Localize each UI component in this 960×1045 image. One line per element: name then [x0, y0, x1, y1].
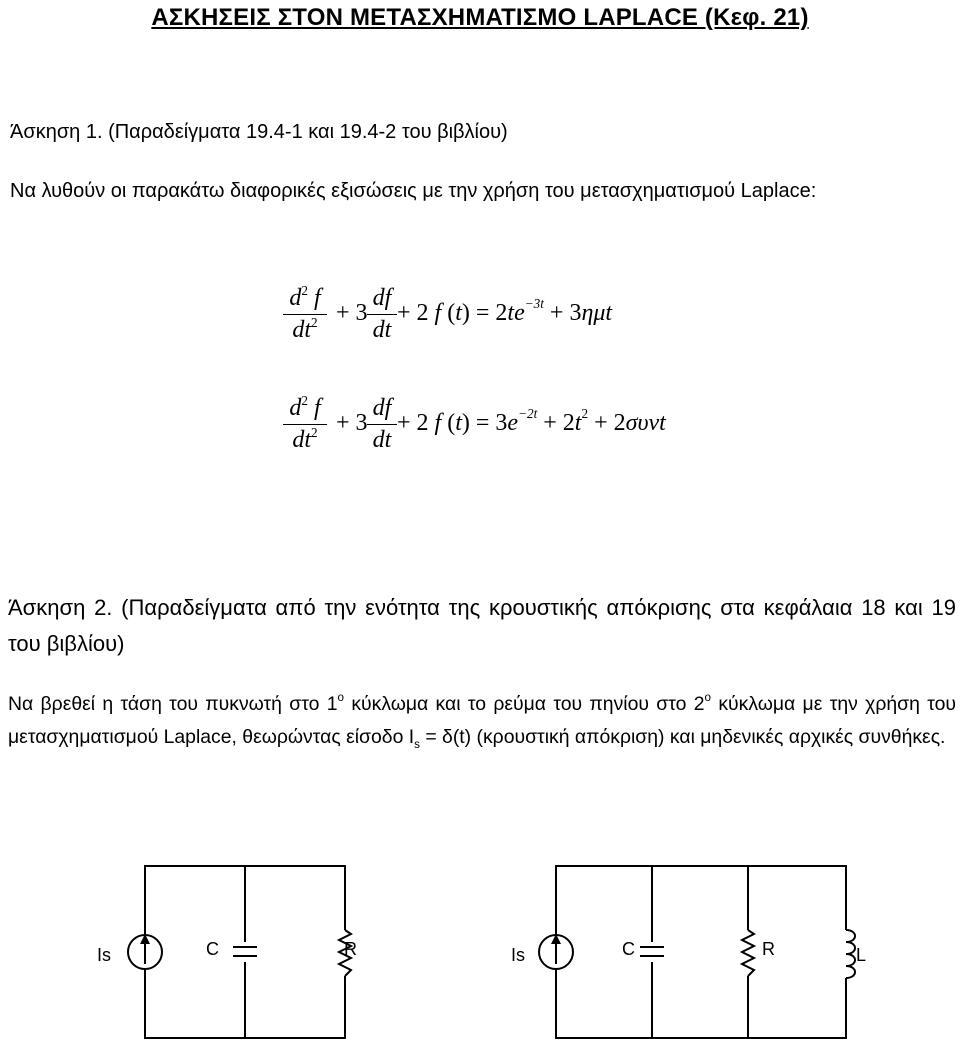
- page-title: ΑΣΚΗΣΕΙΣ ΣΤΟΝ ΜΕΤΑΣΧΗΜΑΤΙΣΜΟ LAPLACE (Κεφ. 21): [151, 4, 809, 31]
- second-derivative-fraction: $d^2$ f $dt^2$: [283, 392, 327, 457]
- first-derivative-fraction: df dt: [367, 392, 397, 457]
- equation-2-rhs: + 2 f $(t) = 3e^{-2t} + 2t^2 + 2\sigma\upsilon\nu t$: [397, 406, 666, 436]
- first-derivative-fraction: df dt: [367, 282, 397, 347]
- exercise1-intro: Να λυθούν οι παρακάτω διαφορικές εξισώσεις με την χρήση του μετασχηματισμού Laplace:: [10, 180, 817, 202]
- second-derivative-fraction: $d^2$ f $dt^2$: [283, 282, 327, 347]
- coef-plus-3: + 3: [336, 300, 368, 326]
- equation-1-rhs: + 2 f $(t) = 2te^{-3t} + 3\eta\mu t$: [397, 296, 613, 326]
- circuit-2: [539, 866, 856, 1038]
- exercise2-heading: Άσκηση 2. (Παραδείγματα από την ενότητα της κρουστικής απόκρισης στα κεφάλαια 18 και 19 του βιβλίου): [8, 595, 956, 656]
- circuit-2-res-label: R: [762, 939, 775, 959]
- circuit-1: [128, 866, 354, 1038]
- circuit-1-cap-label: C: [206, 939, 219, 959]
- circuit-1-source-label: Is: [97, 945, 112, 965]
- exercise1-heading: Άσκηση 1. (Παραδείγματα 19.4-1 και 19.4-2 του βιβλίου): [10, 121, 508, 143]
- circuit-2-ind-label: L: [856, 945, 867, 965]
- circuit-2-source-label: Is: [511, 945, 526, 965]
- circuit-1-res-label: R: [344, 939, 357, 959]
- circuit-2-wires: [556, 866, 846, 1038]
- exercise2-instructions: Να βρεθεί η τάση του πυκνωτή στο $1^o$ κύκλωμα και το ρεύμα του πηνίου στο $2^o$ κύκλωμα με την χρήση του μετασχηματισμού Laplace, θεωρώντας είσοδο $I_s = \delta(t)$ (κρουστική απόκριση) και μηδενικές αρχικές συνθήκες.: [8, 691, 956, 751]
- coef-plus-3: + 3: [336, 410, 368, 436]
- circuit-diagrams: [0, 860, 960, 1045]
- circuit-2-cap-label: C: [622, 939, 635, 959]
